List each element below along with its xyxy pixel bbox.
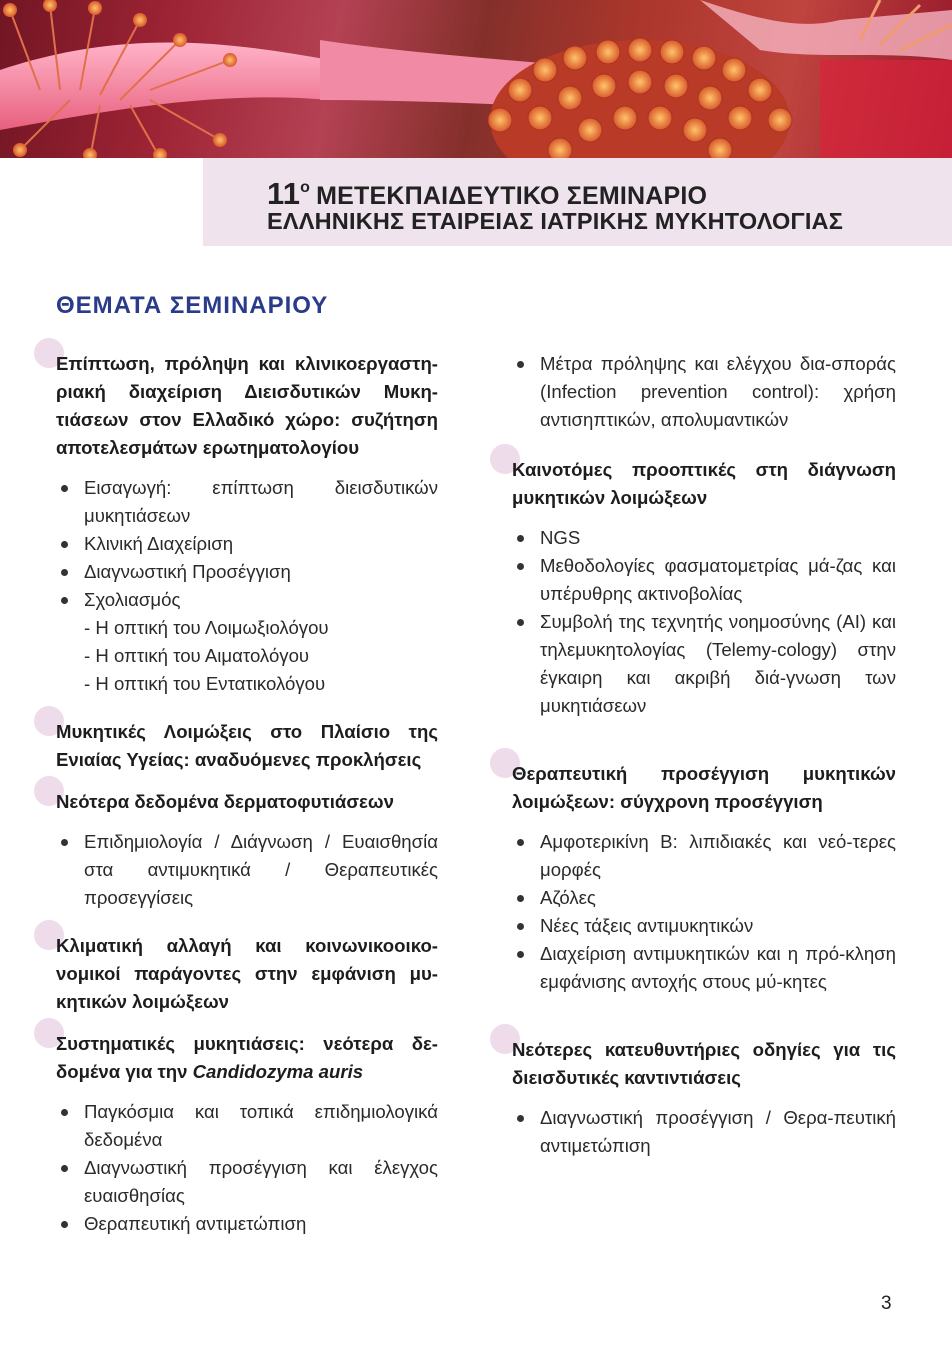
fungus-illustration [0,0,952,158]
bullet-icon [61,569,68,576]
list-item [512,940,896,996]
seminar-title-line1 [267,176,707,212]
seminar-title-box [203,158,952,246]
list-item-text: Διαχείριση αντιμυκητικών και η πρό-κληση εμφάνισης αντοχής στους μύ-κητες [540,943,896,992]
topic-bullets [56,474,438,698]
list-item [56,474,438,530]
list-item [56,1098,438,1154]
list-item [56,558,438,586]
topic-title: Νεότερες κατευθυντήριες οδηγίες για τις διεισδυτικές καντιντιάσεις [512,1039,896,1088]
bullet-icon [517,563,524,570]
list-item-text: NGS [540,527,581,548]
sub-item: - Η οπτική του Αιματολόγου [84,645,310,666]
header-banner-image [0,0,952,158]
bullet-icon [517,951,524,958]
list-item [512,1104,896,1160]
list-item-text: Θεραπευτική αντιμετώπιση [84,1213,307,1234]
topic-title: Επίπτωση, πρόληψη και κλινικοεργαστη-ριακή διαχείριση Διεισδυτικών Μυκη-τιάσεων στον Ελλαδικό χώρο: συζήτηση αποτελεσμάτων ερωτηματολογίου [56,353,438,458]
list-item [512,608,896,720]
list-item-text: Κλινική Διαχείριση [84,533,234,554]
topic-climate-change [56,932,438,1016]
seminar-title-line2: ΕΛΛΗΝΙΚΗΣ ΕΤΑΙΡΕΙΑΣ ΙΑΤΡΙΚΗΣ ΜΥΚΗΤΟΛΟΓΙΑΣ [267,208,844,234]
list-item-text: Μεθοδολογίες φασματομετρίας μά-ζας και υπέρυθρης ακτινοβολίας [540,555,896,604]
bullet-icon [61,1165,68,1172]
topic-dermatophytoses [56,788,438,912]
topic-title [56,1030,438,1086]
list-item-text: Αζόλες [540,887,596,908]
bullet-icon [61,485,68,492]
topic-infection-prevention [512,350,896,434]
bullet-icon [61,839,68,846]
topic-one-health [56,718,438,774]
sub-item: - Η οπτική του Εντατικολόγου [84,673,326,694]
list-item-text: Εισαγωγή: επίπτωση διεισδυτικών μυκητιάσεων [84,477,438,526]
topic-invasive-mycoses [56,350,438,698]
topic-title-text: Συστηματικές μυκητιάσεις: νεότερα δε-δομένα για την [56,1033,438,1082]
list-item-text: Σχολιασμός [84,589,181,610]
bullet-icon [517,923,524,930]
bullet-icon [517,1115,524,1122]
list-item-text: Διαγνωστική προσέγγιση και έλεγχος ευαισθησίας [84,1157,438,1206]
topic-bullets [512,524,896,720]
list-item [56,530,438,558]
bullet-icon [61,597,68,604]
list-item [512,552,896,608]
list-item-text: Επιδημιολογία / Διάγνωση / Ευαισθησία στα αντιμυκητικά / Θεραπευτικές προσεγγίσεις [84,831,438,908]
topic-candidiasis-guidelines [512,1036,896,1160]
topic-bullets [512,828,896,996]
bullet-icon [61,1109,68,1116]
topic-title: Νεότερα δεδομένα δερματοφυτιάσεων [56,791,394,812]
right-column [512,350,896,1160]
topic-title: Καινοτόμες προοπτικές στη διάγνωση μυκητικών λοιμώξεων [512,459,896,508]
title-text-1: ΜΕΤΕΚΠΑΙΔΕΥΤΙΚΟ ΣΕΜΙΝΑΡΙΟ [316,182,708,210]
bullet-icon [61,541,68,548]
list-item-text: Διαγνωστική προσέγγιση / Θερα-πευτική αντιμετώπιση [540,1107,896,1156]
seminar-number: 11 [267,176,301,211]
topic-bullets [512,1104,896,1160]
bullet-icon [517,839,524,846]
list-item [56,1210,438,1238]
bullet-icon [517,895,524,902]
list-item-text: Νέες τάξεις αντιμυκητικών [540,915,754,936]
topic-therapeutic-approach [512,760,896,996]
list-item [512,350,896,434]
list-item [56,586,438,698]
bullet-icon [517,535,524,542]
left-column [56,350,438,1238]
topic-bullets [56,828,438,912]
species-name: Candidozyma auris [192,1061,364,1082]
list-item [56,828,438,912]
topic-title: Κλιματική αλλαγή και κοινωνικοοικο-νομικοί παράγοντες στην εμφάνιση μυ-κητικών λοιμώξεων [56,935,438,1012]
topic-systemic-mycoses [56,1030,438,1238]
list-item-text: Συμβολή της τεχνητής νοημοσύνης (AI) και τηλεμυκητολογίας (Telemy-cology) στην έγκαιρη και ακριβή διά-γνωση των μυκητιάσεων [540,611,896,716]
bullet-icon [517,619,524,626]
list-item-text: Παγκόσμια και τοπικά επιδημιολογικά δεδομένα [84,1101,438,1150]
topic-title: Θεραπευτική προσέγγιση μυκητικών λοιμώξεων: σύγχρονη προσέγγιση [512,763,896,812]
list-item [512,828,896,884]
ordinal-suffix: ο [300,179,311,196]
list-item-text: Αμφοτερικίνη Β: λιπιδιακές και νεό-τερες μορφές [540,831,896,880]
sub-item: - Η οπτική του Λοιμωξιολόγου [84,617,329,638]
topic-title: Μυκητικές Λοιμώξεις στο Πλαίσιο της Ενιαίας Υγείας: αναδυόμενες προκλήσεις [56,721,438,770]
bullet-icon [517,361,524,368]
list-item [512,524,896,552]
list-item-text: Μέτρα πρόληψης και ελέγχου δια-σποράς (Infection prevention control): χρήση αντισηπτικών, απολυμαντικών [540,353,896,430]
topic-bullets [56,1098,438,1238]
list-item-text: Διαγνωστική Προσέγγιση [84,561,291,582]
list-item [512,884,896,912]
section-heading: ΘΕΜΑΤΑ ΣΕΜΙΝΑΡΙΟΥ [56,292,329,319]
sub-list [84,614,438,698]
bullet-icon [61,1221,68,1228]
topic-diagnostic-innovations [512,456,896,720]
list-item [512,912,896,940]
list-item [56,1154,438,1210]
topic-bullets [512,350,896,434]
page-number: 3 [881,1293,892,1314]
